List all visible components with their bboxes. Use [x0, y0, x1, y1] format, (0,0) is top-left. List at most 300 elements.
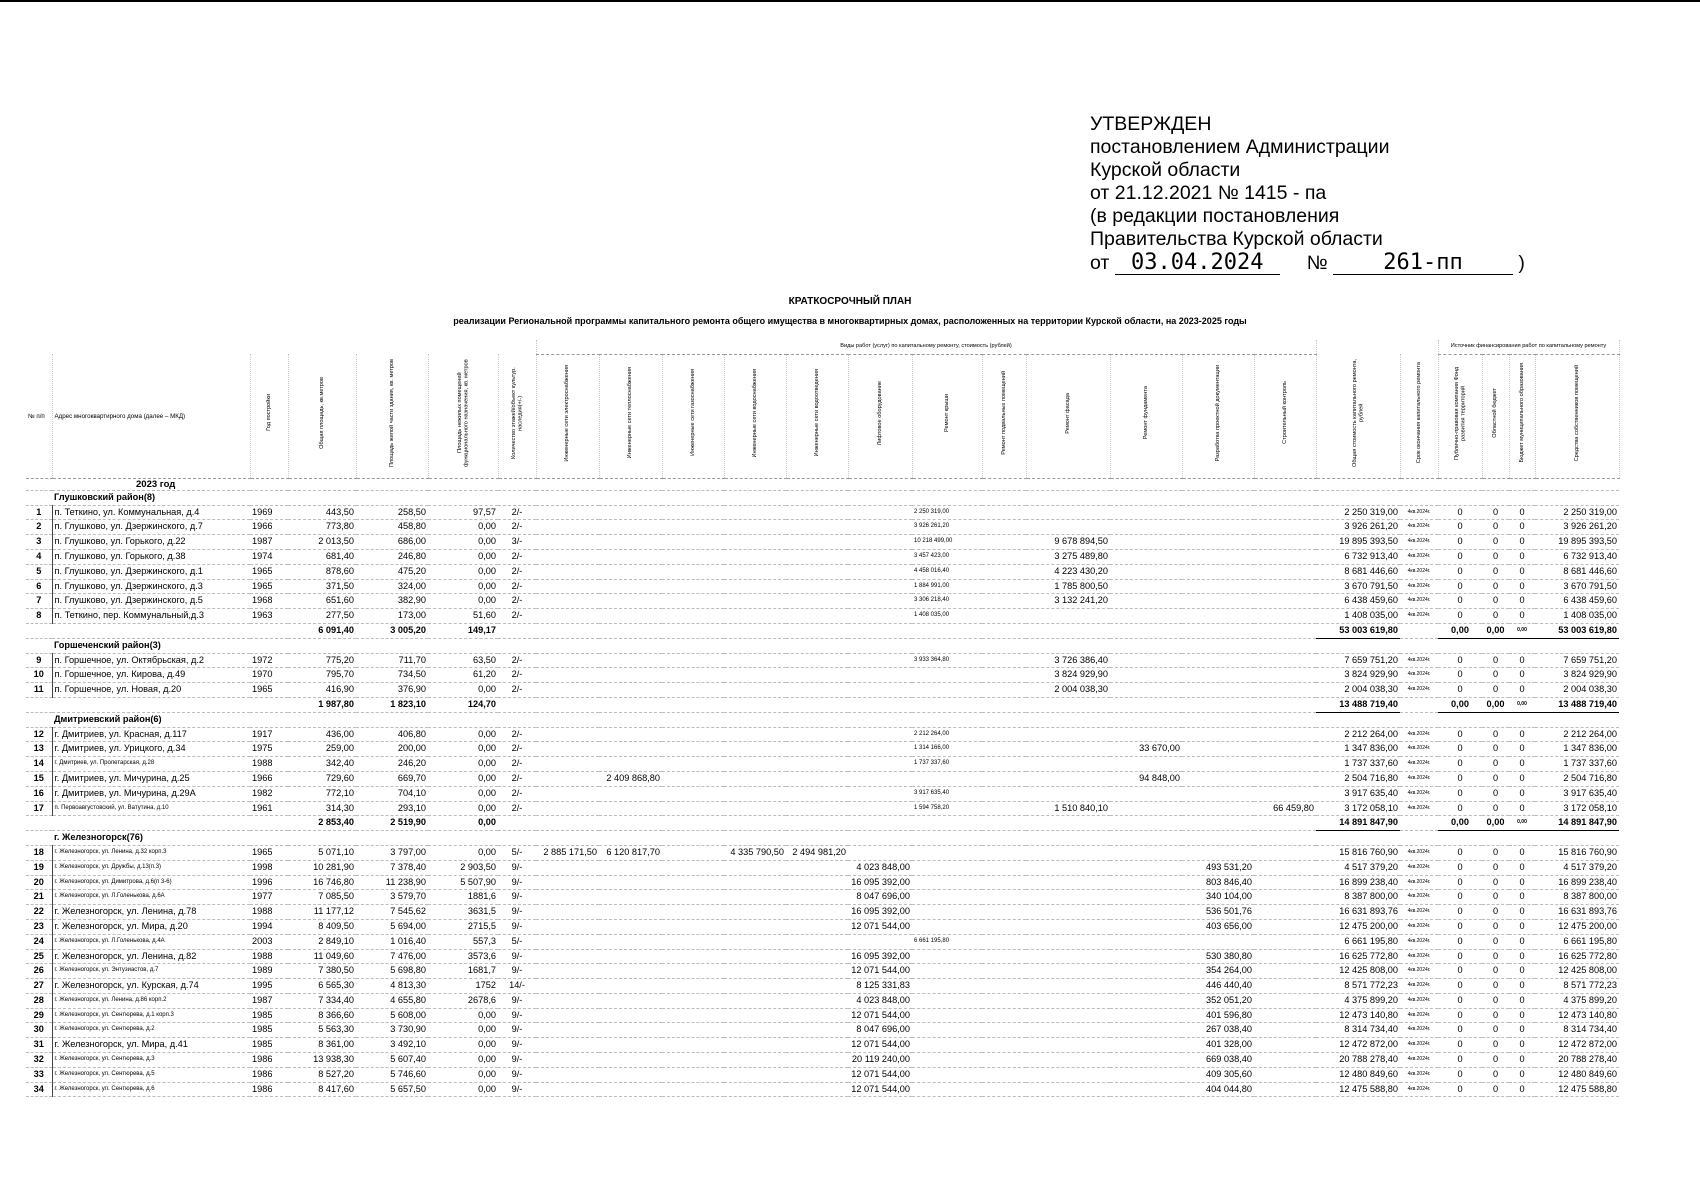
facade-cost: [1026, 757, 1110, 772]
design-cost: 352 051,20: [1182, 993, 1254, 1008]
address: г. Железногорск, ул. Энтузиастов, д.7: [52, 964, 250, 979]
electric-cost: [536, 771, 599, 786]
column-header: Инженерные сети теплоснабжения: [599, 354, 662, 478]
row-number: 14: [26, 757, 52, 772]
owners-funds: 16 631 893,76: [1535, 905, 1619, 920]
heating-cost: [599, 727, 662, 742]
sewer-cost: [786, 1023, 848, 1038]
lift-cost: [848, 668, 912, 683]
water-cost: [724, 1082, 786, 1097]
heating-cost: [599, 905, 662, 920]
owners-funds: 16 899 238,40: [1535, 875, 1619, 890]
total-area: 5 071,10: [288, 845, 356, 860]
regional-budget: 0: [1482, 668, 1509, 683]
owners-funds: 3 172 058,10: [1535, 801, 1619, 816]
total-area: 8 361,00: [288, 1038, 356, 1053]
section-row: [26, 490, 1619, 505]
column-header: Ремонт крыши: [912, 354, 982, 478]
facade-cost: [1026, 919, 1110, 934]
total-nonresidential-area: 149,17: [428, 623, 498, 638]
nonresidential-area: 51,60: [428, 609, 498, 624]
roof-cost: [912, 1038, 982, 1053]
owners-funds: 6 732 913,40: [1535, 549, 1619, 564]
row-number: 6: [26, 579, 52, 594]
nonresidential-area: 1681,7: [428, 964, 498, 979]
column-header: Общая стоимость капитального ремонта, рублей: [1316, 354, 1400, 478]
lift-cost: [848, 771, 912, 786]
total-total-area: 6 091,40: [288, 623, 356, 638]
sewer-cost: [786, 1038, 848, 1053]
regional-budget: 0: [1482, 549, 1509, 564]
municipal-budget: 0: [1509, 549, 1535, 564]
control-cost: [1254, 979, 1316, 994]
floors: 2/-: [498, 505, 536, 520]
gas-cost: [662, 801, 724, 816]
address: г. Железногорск, ул. Мира, д.20: [52, 919, 250, 934]
total-electric-cost: [536, 697, 599, 712]
sewer-cost: [786, 993, 848, 1008]
completion-term: 4кв.2024г.: [1400, 993, 1438, 1008]
nonresidential-area: 0,00: [428, 1053, 498, 1068]
total-cost: 4 517 379,20: [1316, 860, 1400, 875]
total-foundation-cost: [1110, 697, 1182, 712]
total-fund-support: 0,00: [1438, 697, 1482, 712]
electric-cost: [536, 801, 599, 816]
total-design-cost: [1182, 623, 1254, 638]
foundation-cost: [1110, 727, 1182, 742]
completion-term: 4кв.2024г.: [1400, 905, 1438, 920]
nonresidential-area: 1881,6: [428, 890, 498, 905]
design-cost: 409 305,60: [1182, 1067, 1254, 1082]
regional-budget: 0: [1482, 757, 1509, 772]
electric-cost: [536, 1023, 599, 1038]
total-control-cost: [1254, 816, 1316, 831]
facade-cost: 3 132 241,20: [1026, 594, 1110, 609]
approval-line: УТВЕРЖДЕН: [1090, 113, 1212, 135]
roof-cost: [912, 1053, 982, 1068]
column-header: Областной бюджет: [1482, 354, 1509, 478]
roof-cost: [912, 683, 982, 698]
fund-support: 0: [1438, 549, 1482, 564]
electric-cost: [536, 505, 599, 520]
basement-cost: [982, 890, 1026, 905]
total-heating-cost: [599, 697, 662, 712]
nonresidential-area: 0,00: [428, 1038, 498, 1053]
electric-cost: [536, 964, 599, 979]
floors: 2/-: [498, 801, 536, 816]
section-spacer: [26, 831, 52, 846]
gas-cost: [662, 949, 724, 964]
control-cost: [1254, 860, 1316, 875]
total-cost: 6 661 195,80: [1316, 934, 1400, 949]
table-row: [26, 771, 1619, 786]
owners-funds: 20 788 278,40: [1535, 1053, 1619, 1068]
foundation-cost: [1110, 1023, 1182, 1038]
facade-cost: 3 275 489,80: [1026, 549, 1110, 564]
total-sewer-cost: [786, 623, 848, 638]
municipal-budget: 0: [1509, 1038, 1535, 1053]
fund-support: 0: [1438, 964, 1482, 979]
design-cost: [1182, 594, 1254, 609]
sewer-cost: [786, 860, 848, 875]
living-area: 246,80: [356, 549, 428, 564]
control-cost: 66 459,80: [1254, 801, 1316, 816]
build-year: 1977: [250, 890, 288, 905]
nonresidential-area: 3631,5: [428, 905, 498, 920]
regional-budget: 0: [1482, 771, 1509, 786]
design-cost: 403 656,00: [1182, 919, 1254, 934]
design-cost: 404 044,80: [1182, 1082, 1254, 1097]
lift-cost: 12 071 544,00: [848, 1008, 912, 1023]
total-fund-support: 0,00: [1438, 816, 1482, 831]
build-year: 1987: [250, 535, 288, 550]
regional-budget: 0: [1482, 1082, 1509, 1097]
sewer-cost: [786, 727, 848, 742]
roof-cost: 1 314 166,00: [912, 742, 982, 757]
living-area: 669,70: [356, 771, 428, 786]
sewer-cost: [786, 979, 848, 994]
facade-cost: 4 223 430,20: [1026, 564, 1110, 579]
foundation-cost: [1110, 653, 1182, 668]
regional-budget: 0: [1482, 535, 1509, 550]
owners-funds: 1 347 836,00: [1535, 742, 1619, 757]
gas-cost: [662, 845, 724, 860]
facade-cost: [1026, 1082, 1110, 1097]
table-row: [26, 594, 1619, 609]
control-cost: [1254, 993, 1316, 1008]
nonresidential-area: 0,00: [428, 1067, 498, 1082]
gas-cost: [662, 875, 724, 890]
regional-budget: 0: [1482, 1023, 1509, 1038]
funding-group-header: Источник финансирования работ по капитальному ремонту: [1438, 340, 1619, 354]
control-cost: [1254, 683, 1316, 698]
design-cost: [1182, 786, 1254, 801]
completion-term: 4кв.2024г.: [1400, 1082, 1438, 1097]
section-spacer: [26, 490, 52, 505]
basement-cost: [982, 875, 1026, 890]
address: г. Железногорск, ул. Сентюрева, д.3: [52, 1053, 250, 1068]
design-cost: [1182, 845, 1254, 860]
total-build-year: [250, 623, 288, 638]
floors: 5/-: [498, 845, 536, 860]
basement-cost: [982, 1053, 1026, 1068]
row-number: 28: [26, 993, 52, 1008]
column-header: Площадь нежилых помещений функционального назначения, кв. метров: [428, 354, 498, 478]
lift-cost: [848, 845, 912, 860]
control-cost: [1254, 771, 1316, 786]
address: г. Железногорск, ул. Дружбы, д.13(п.3): [52, 860, 250, 875]
nonresidential-area: 0,00: [428, 564, 498, 579]
total-area: 13 938,30: [288, 1053, 356, 1068]
regional-budget: 0: [1482, 964, 1509, 979]
fund-support: 0: [1438, 1082, 1482, 1097]
completion-term: 4кв.2024г.: [1400, 890, 1438, 905]
design-cost: 530 380,80: [1182, 949, 1254, 964]
facade-cost: [1026, 934, 1110, 949]
facade-cost: [1026, 520, 1110, 535]
total-area: 371,50: [288, 579, 356, 594]
water-cost: [724, 905, 786, 920]
foundation-cost: [1110, 875, 1182, 890]
total-area: 277,50: [288, 609, 356, 624]
floors: 2/-: [498, 520, 536, 535]
total-cost: 3 926 261,20: [1316, 520, 1400, 535]
facade-cost: [1026, 1008, 1110, 1023]
water-cost: [724, 934, 786, 949]
total-cost: 12 425 808,00: [1316, 964, 1400, 979]
owners-funds: 4 375 899,20: [1535, 993, 1619, 1008]
address: г. Железногорск, ул. Л.Голенькова, д.6А: [52, 890, 250, 905]
water-cost: [724, 653, 786, 668]
control-cost: [1254, 964, 1316, 979]
sewer-cost: [786, 520, 848, 535]
fund-support: 0: [1438, 845, 1482, 860]
column-header: Срок окончания капитального ремонта: [1400, 354, 1438, 478]
floors: 2/-: [498, 683, 536, 698]
address: п. Горшечное, ул. Кирова, д.49: [52, 668, 250, 683]
section-name: Дмитриевский район(6): [52, 712, 1619, 727]
address: г. Железногорск, ул. Л.Голенькова, д.4А: [52, 934, 250, 949]
foundation-cost: [1110, 845, 1182, 860]
municipal-budget: 0: [1509, 890, 1535, 905]
regional-budget: 0: [1482, 1008, 1509, 1023]
sewer-cost: [786, 742, 848, 757]
roof-cost: [912, 875, 982, 890]
design-cost: 536 501,76: [1182, 905, 1254, 920]
regional-budget: 0: [1482, 1038, 1509, 1053]
control-cost: [1254, 579, 1316, 594]
lift-cost: 12 071 544,00: [848, 964, 912, 979]
municipal-budget: 0: [1509, 786, 1535, 801]
completion-term: 4кв.2024г.: [1400, 949, 1438, 964]
nonresidential-area: 61,20: [428, 668, 498, 683]
electric-cost: [536, 683, 599, 698]
total-row-number: [26, 697, 52, 712]
owners-funds: 12 475 200,00: [1535, 919, 1619, 934]
total-nonresidential-area: 0,00: [428, 816, 498, 831]
water-cost: [724, 742, 786, 757]
table-row: [26, 1053, 1619, 1068]
facade-cost: [1026, 1023, 1110, 1038]
address: г. Железногорск, ул. Сентюрева, д.1 корп.3: [52, 1008, 250, 1023]
water-cost: [724, 993, 786, 1008]
owners-funds: 12 480 849,60: [1535, 1067, 1619, 1082]
total-living-area: 2 519,90: [356, 816, 428, 831]
owners-funds: 6 661 195,80: [1535, 934, 1619, 949]
total-heating-cost: [599, 623, 662, 638]
address: п. Глушково, ул. Горького, д.22: [52, 535, 250, 550]
nonresidential-area: 5 507,90: [428, 875, 498, 890]
section-spacer: [26, 712, 52, 727]
lift-cost: [848, 549, 912, 564]
total-cost: 12 473 140,80: [1316, 1008, 1400, 1023]
municipal-budget: 0: [1509, 875, 1535, 890]
living-area: 382,90: [356, 594, 428, 609]
heating-cost: [599, 1023, 662, 1038]
municipal-budget: 0: [1509, 845, 1535, 860]
approval-stamp: [1090, 113, 1525, 275]
total-area: 7 085,50: [288, 890, 356, 905]
roof-cost: [912, 668, 982, 683]
total-municipal-budget: 0,00: [1509, 816, 1535, 831]
regional-budget: 0: [1482, 934, 1509, 949]
lift-cost: [848, 609, 912, 624]
foundation-cost: 33 670,00: [1110, 742, 1182, 757]
total-address: [52, 623, 250, 638]
column-header: Средства собственников помещений: [1535, 354, 1619, 478]
total-facade-cost: [1026, 697, 1110, 712]
total-living-area: 3 005,20: [356, 623, 428, 638]
row-number: 20: [26, 875, 52, 890]
control-cost: [1254, 1053, 1316, 1068]
total-area: 259,00: [288, 742, 356, 757]
total-cost: 12 475 200,00: [1316, 919, 1400, 934]
gas-cost: [662, 520, 724, 535]
roof-cost: [912, 1082, 982, 1097]
section-total-row: [26, 697, 1619, 712]
table-row: [26, 609, 1619, 624]
total-cost: 16 899 238,40: [1316, 875, 1400, 890]
address: г. Железногорск, ул. Ленина, д.78: [52, 905, 250, 920]
electric-cost: [536, 549, 599, 564]
basement-cost: [982, 771, 1026, 786]
regional-budget: 0: [1482, 609, 1509, 624]
municipal-budget: 0: [1509, 1008, 1535, 1023]
nonresidential-area: 2 903,50: [428, 860, 498, 875]
total-foundation-cost: [1110, 623, 1182, 638]
row-number: 15: [26, 771, 52, 786]
basement-cost: [982, 742, 1026, 757]
water-cost: [724, 757, 786, 772]
living-area: 3 492,10: [356, 1038, 428, 1053]
column-header: Инженерные сети водоснабжения: [724, 354, 786, 478]
total-floors: [498, 816, 536, 831]
row-number: 24: [26, 934, 52, 949]
fund-support: 0: [1438, 742, 1482, 757]
municipal-budget: 0: [1509, 949, 1535, 964]
lift-cost: [848, 801, 912, 816]
lift-cost: [848, 505, 912, 520]
nonresidential-area: 2678,6: [428, 993, 498, 1008]
fund-support: 0: [1438, 860, 1482, 875]
water-cost: [724, 949, 786, 964]
gas-cost: [662, 979, 724, 994]
gas-cost: [662, 579, 724, 594]
floors: 9/-: [498, 919, 536, 934]
design-cost: [1182, 535, 1254, 550]
heating-cost: [599, 1008, 662, 1023]
address: г. Железногорск, ул. Ленина, д.32 корп.3: [52, 845, 250, 860]
regional-budget: 0: [1482, 1053, 1509, 1068]
table-row: [26, 653, 1619, 668]
design-cost: 803 846,40: [1182, 875, 1254, 890]
sewer-cost: [786, 1008, 848, 1023]
nonresidential-area: 0,00: [428, 1023, 498, 1038]
completion-term: 4кв.2024г.: [1400, 594, 1438, 609]
living-area: 293,10: [356, 801, 428, 816]
municipal-budget: 0: [1509, 757, 1535, 772]
section-name: Глушковский район(8): [52, 490, 1619, 505]
table-row: [26, 535, 1619, 550]
floors: 2/-: [498, 668, 536, 683]
total-total-cost: 53 003 619,80: [1316, 623, 1400, 638]
basement-cost: [982, 683, 1026, 698]
facade-cost: [1026, 845, 1110, 860]
roof-cost: [912, 919, 982, 934]
sewer-cost: [786, 683, 848, 698]
water-cost: [724, 964, 786, 979]
design-cost: 493 531,20: [1182, 860, 1254, 875]
electric-cost: [536, 1053, 599, 1068]
build-year: 1988: [250, 949, 288, 964]
design-cost: 446 440,40: [1182, 979, 1254, 994]
design-cost: 354 264,00: [1182, 964, 1254, 979]
heating-cost: [599, 579, 662, 594]
floors: 2/-: [498, 757, 536, 772]
basement-cost: [982, 949, 1026, 964]
owners-funds: 8 681 446,60: [1535, 564, 1619, 579]
total-cost: 8 571 772,23: [1316, 979, 1400, 994]
regional-budget: 0: [1482, 905, 1509, 920]
floors: 2/-: [498, 549, 536, 564]
electric-cost: [536, 535, 599, 550]
approval-line: (в редакции постановления: [1090, 205, 1340, 227]
electric-cost: [536, 520, 599, 535]
foundation-cost: [1110, 993, 1182, 1008]
gas-cost: [662, 771, 724, 786]
water-cost: [724, 727, 786, 742]
total-completion-term: [1400, 816, 1438, 831]
column-header: № п/п: [26, 354, 52, 478]
fund-support: 0: [1438, 1038, 1482, 1053]
basement-cost: [982, 801, 1026, 816]
basement-cost: [982, 845, 1026, 860]
control-cost: [1254, 520, 1316, 535]
total-area: 342,40: [288, 757, 356, 772]
sewer-cost: [786, 934, 848, 949]
foundation-cost: [1110, 1067, 1182, 1082]
total-cost: 3 917 635,40: [1316, 786, 1400, 801]
water-cost: [724, 668, 786, 683]
build-year: 1961: [250, 801, 288, 816]
table-header: [26, 340, 1619, 478]
heating-cost: [599, 934, 662, 949]
approval-date-line: [1090, 251, 1525, 275]
row-number: 1: [26, 505, 52, 520]
roof-cost: [912, 964, 982, 979]
regional-budget: 0: [1482, 786, 1509, 801]
fund-support: 0: [1438, 1008, 1482, 1023]
foundation-cost: [1110, 520, 1182, 535]
fund-support: 0: [1438, 1023, 1482, 1038]
control-cost: [1254, 1038, 1316, 1053]
facade-cost: [1026, 964, 1110, 979]
build-year: 1969: [250, 505, 288, 520]
row-number: 25: [26, 949, 52, 964]
table-row: [26, 579, 1619, 594]
table-body: [26, 478, 1619, 1097]
lift-cost: 4 023 848,00: [848, 860, 912, 875]
table-row: [26, 1067, 1619, 1082]
lift-cost: 12 071 544,00: [848, 1067, 912, 1082]
completion-term: 4кв.2024г.: [1400, 979, 1438, 994]
total-cost: 6 438 459,60: [1316, 594, 1400, 609]
total-gas-cost: [662, 623, 724, 638]
section-name: г. Железногорск(76): [52, 831, 1619, 846]
foundation-cost: [1110, 683, 1182, 698]
electric-cost: [536, 993, 599, 1008]
foundation-cost: [1110, 979, 1182, 994]
